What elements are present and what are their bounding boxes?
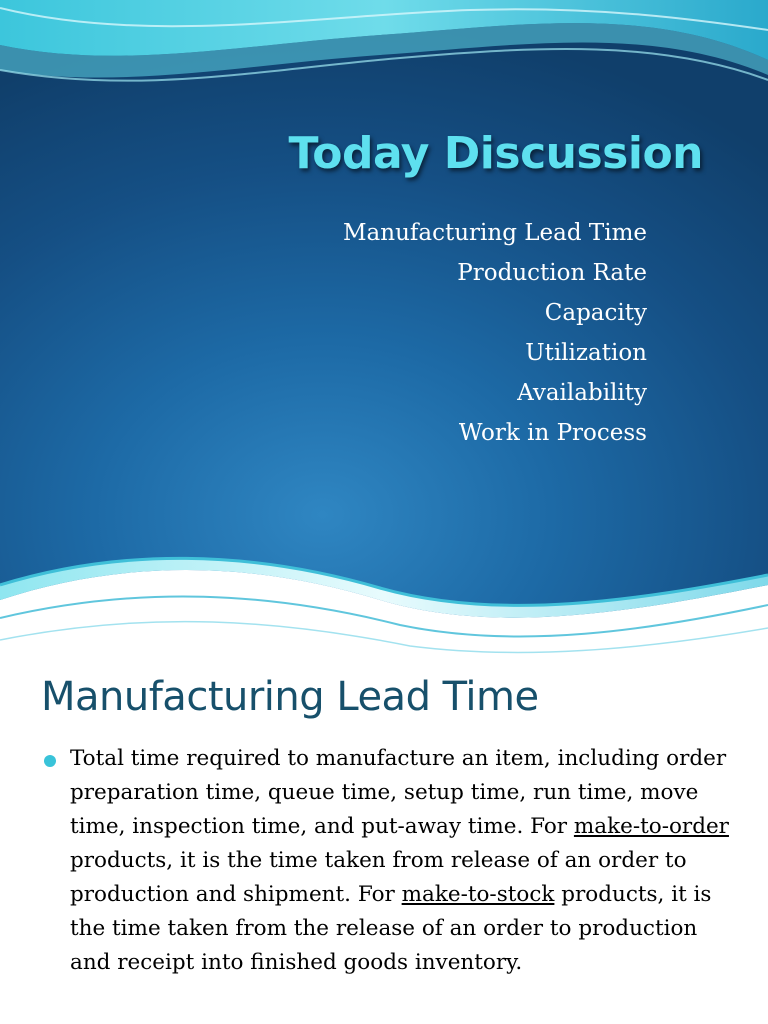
topic-item: Production Rate xyxy=(457,260,647,286)
bullet-item xyxy=(44,742,734,980)
bullet-dot-icon xyxy=(44,755,56,767)
bullet-text-part: products, it is the time taken from the release of an order to production and receipt into finished goods inventory. xyxy=(70,882,712,975)
make-to-stock-term: make-to-stock xyxy=(401,882,555,907)
slide-title: Today Discussion xyxy=(288,128,703,179)
topic-item: Capacity xyxy=(544,300,647,326)
topic-item: Availability xyxy=(517,380,647,406)
bullet-text-part: Total time required to manufacture an item, including order preparation time, queue time, setup time, run time, move time, inspection time, and put-away time. For xyxy=(70,746,727,839)
slide-manufacturing-lead-time xyxy=(0,660,768,1024)
topic-item: Utilization xyxy=(525,340,647,366)
topic-item: Manufacturing Lead Time xyxy=(343,220,647,246)
topic-list xyxy=(227,213,647,453)
slide-title: Manufacturing Lead Time xyxy=(41,674,539,720)
make-to-order-term: make-to-order xyxy=(573,814,729,839)
bullet-text xyxy=(44,742,734,980)
topic-item: Work in Process xyxy=(458,420,647,446)
bullet-text-part: products, it is the time taken from release of an order to production and shipment. For xyxy=(70,848,687,907)
